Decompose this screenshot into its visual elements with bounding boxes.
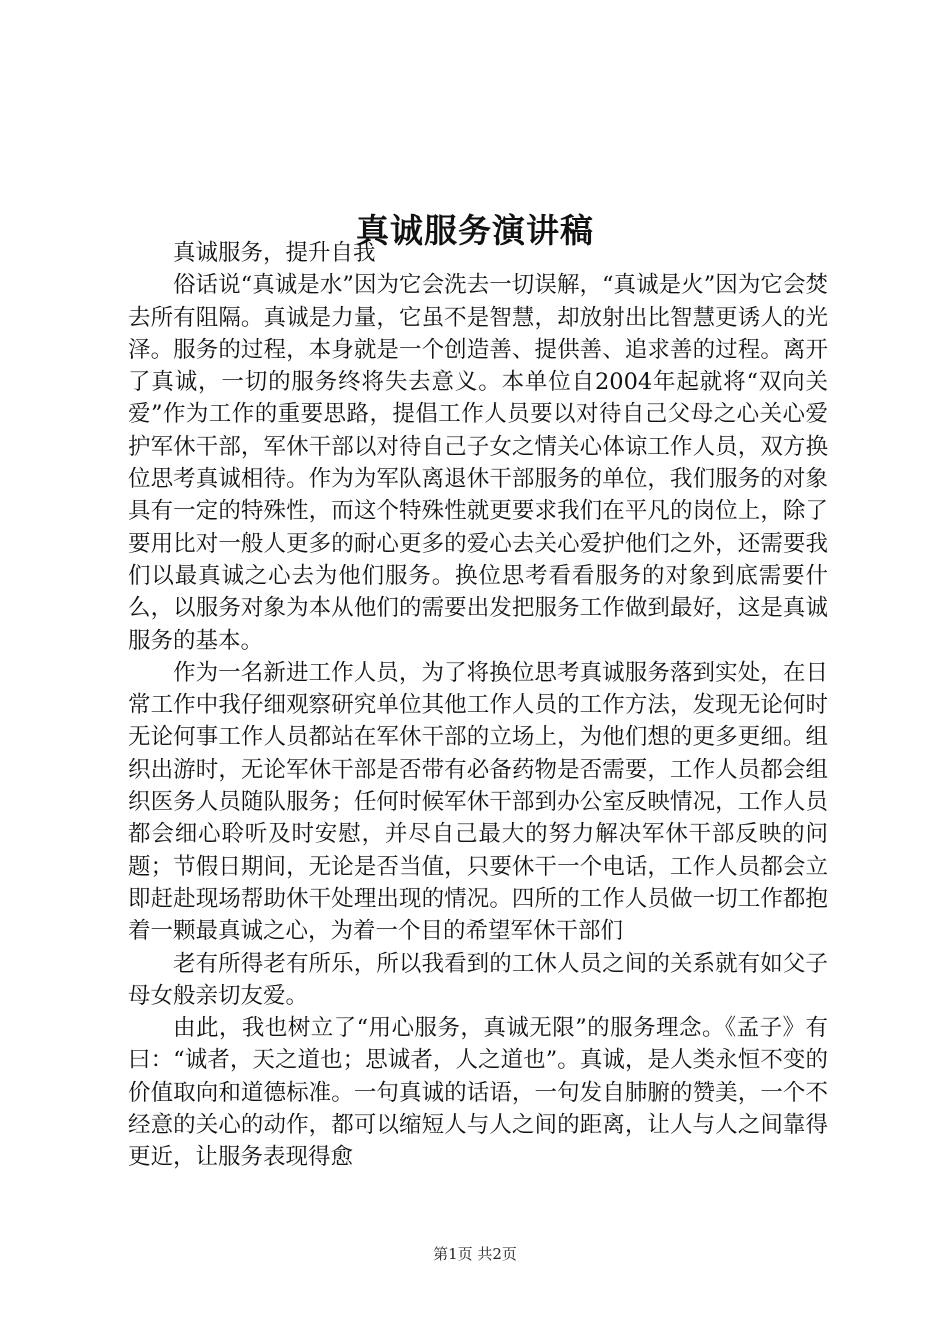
subtitle-paragraph: 真诚服务，提升自我 [173,240,376,266]
body-paragraph: 由此，我也树立了“用心服务，真诚无限”的服务理念。《孟子》有曰：“诚者，天之道也；思诚者，人之道也”。真诚，是人类永恒不变的价值取向和道德标准。一句真诚的话语，一句发自肺腑的赞美，一个不经意的关心的动作，都可以缩短人与人之间的距离，让人与人之间靠得更近，让服务表现得愈 [128,1015,828,1171]
body-paragraph: 作为一名新进工作人员，为了将换位思考真诚服务落到实处，在日常工作中我仔细观察研究单位其他工作人员的工作方法，发现无论何时无论何事工作人员都站在军休干部的立场上，为他们想的更多更细。组织出游时，无论军休干部是否带有必备药物是否需要，工作人员都会组织医务人员随队服务；任何时候军休干部到办公室反映情况，工作人员都会细心聆听及时安慰，并尽自己最大的努力解决军休干部反映的问题；节假日期间，无论是否当值，只要休干一个电话，工作人员都会立即赶赴现场帮助休干处理出现的情况。四所的工作人员做一切工作都抱着一颗最真诚之心，为着一个目的希望军休干部们 [128,659,828,945]
body-paragraph: 老有所得老有所乐，所以我看到的工休人员之间的关系就有如父子母女般亲切友爱。 [128,950,828,1009]
body-paragraph: 俗话说“真诚是水”因为它会洗去一切误解，“真诚是火”因为它会焚去所有阻隔。真诚是力量，它虽不是智慧，却放射出比智慧更诱人的光泽。服务的过程，本身就是一个创造善、提供善、追求善的过程。离开了真诚，一切的服务终将失去意义。本单位自2004年起就将“双向关爱”作为工作的重要思路，提倡工作人员要以对待自己父母之心关心爱护军休干部，军休干部以对待自己子女之情关心体谅工作人员，双方换位思考真诚相待。作为为军队离退休干部服务的单位，我们服务的对象具有一定的特殊性，而这个特殊性就更要求我们在平凡的岗位上，除了要用比对一般人更多的耐心更多的爱心去关心爱护他们之外，还需要我们以最真诚之心去为他们服务。换位思考看看服务的对象到底需要什么，以服务对象为本从他们的需要出发把服务工作做到最好，这是真诚服务的基本。 [128,272,828,654]
document-title: 真诚服务演讲稿 [356,211,594,251]
document-body [128,237,828,1174]
page-number-footer: 第1页 共2页 [433,1245,517,1263]
